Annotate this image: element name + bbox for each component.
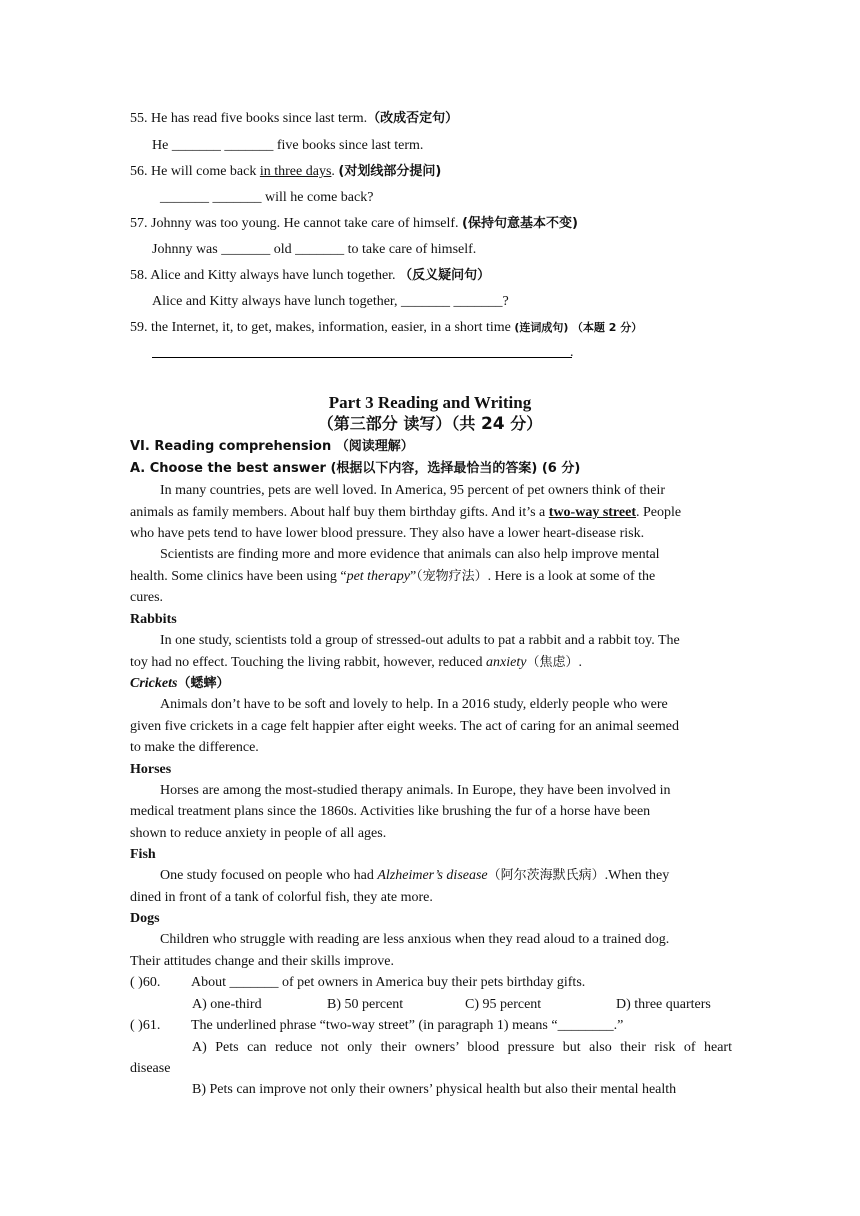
answer-55: He _______ _______ five books since last term. (152, 138, 424, 153)
passage-line: Horses are among the most-studied therapy animals. In Europe, they have been involved in (160, 783, 671, 798)
question-number: 59. (130, 320, 148, 335)
question-56 (130, 164, 441, 180)
heading-crickets (130, 676, 229, 692)
passage-text: health. Some clinics have been using “ (130, 569, 347, 584)
answer-56: _______ _______ will he come back? (160, 190, 374, 205)
passage-line: who have pets tend to have lower blood pressure. They also have a lower heart-disease risk. (130, 526, 645, 541)
option-a-continued: disease (130, 1061, 171, 1076)
passage-line: to make the difference. (130, 740, 259, 755)
question-61 (130, 1018, 160, 1034)
passage-text: . (578, 655, 582, 670)
passage-text: . People (636, 505, 682, 520)
passage-line: Animals don’t have to be soft and lovely to help. In a 2016 study, elderly people who were (160, 697, 668, 712)
question-58 (130, 268, 490, 284)
heading-fish: Fish (130, 847, 156, 862)
question-59 (130, 320, 642, 336)
passage-line (130, 505, 681, 521)
option-b: B) 50 percent (327, 997, 404, 1012)
answer-line-59 (152, 357, 572, 358)
question-instruction: (对划线部分提问) (338, 164, 442, 179)
passage-text: .When they (604, 868, 670, 883)
question-instruction: （反义疑问句） (399, 268, 491, 283)
question-instruction: (连词成句) (514, 321, 569, 334)
question-text: Alice and Kitty always have lunch together. (150, 268, 396, 283)
heading-dogs: Dogs (130, 911, 160, 926)
question-points: （本题 2 分） (571, 321, 643, 334)
part-title: Part 3 Reading and Writing (328, 393, 532, 412)
question-text: Johnny was too young. He cannot take care of himself. (151, 216, 459, 231)
punctuation: . (331, 164, 335, 179)
question-number: 58. (130, 268, 148, 283)
option-a: A) Pets can reduce not only their owners’ blood pressure but also their risk of heart (192, 1040, 732, 1055)
answer-58: Alice and Kitty always have lunch together, _______ _______? (152, 294, 509, 309)
chinese-gloss: （蟋蟀） (177, 676, 230, 691)
passage-line: Children who struggle with reading are less anxious when they read aloud to a trained dog. (160, 932, 670, 947)
passage-line (160, 868, 669, 884)
chinese-gloss: （宠物疗法） (416, 569, 488, 584)
question-number: 56. (130, 164, 148, 179)
italic-term: anxiety (486, 655, 527, 670)
question-instruction: (保持句意基本不变) (462, 216, 578, 231)
chinese-gloss: （焦虑） (526, 655, 579, 670)
subsection-heading: A. Choose the best answer (根据以下内容，选择最恰当的答案) (6 分) (130, 461, 581, 476)
answer-bracket: ( )61. (130, 1018, 161, 1033)
answer-57: Johnny was _______ old _______ to take care of himself. (152, 242, 477, 257)
passage-line (130, 655, 582, 671)
heading-rabbits: Rabbits (130, 612, 177, 627)
option-a: A) one-third (192, 997, 262, 1012)
question-text: the Internet, it, to get, makes, information, easier, in a short time (151, 320, 511, 335)
heading-text: Crickets (130, 676, 178, 691)
passage-text: One study focused on people who had (160, 868, 378, 883)
passage-line: Scientists are finding more and more evidence that animals can also help improve mental (160, 547, 660, 562)
question-stem: The underlined phrase “two-way street” (in paragraph 1) means “________.” (191, 1018, 624, 1033)
passage-text: . Here is a look at some of the (487, 569, 656, 584)
subtitle-text: 分） (504, 414, 543, 433)
subtitle-text: （第三部分 读写）（共 (317, 414, 481, 433)
passage-line: In one study, scientists told a group of stressed-out adults to pat a rabbit and a rabbit toy. The (160, 633, 680, 648)
passage-line: In many countries, pets are well loved. In America, 95 percent of pet owners think of their (160, 483, 666, 498)
question-55 (130, 111, 458, 127)
passage-text: ” (409, 569, 417, 584)
passage-line: dined in front of a tank of colorful fish, they ate more. (130, 890, 433, 905)
passage-line: medical treatment plans since the 1860s. Activities like brushing the fur of a horse have been (130, 804, 651, 819)
passage-text: animals as family members. About half buy them birthday gifts. And it’s a (130, 505, 549, 520)
underlined-phrase: two-way street (548, 505, 636, 520)
part-subtitle (0, 414, 860, 434)
option-d: D) three quarters (616, 997, 711, 1012)
section-title: VI. Reading comprehension (130, 439, 332, 454)
option-b: B) Pets can improve not only their owners’ physical health but also their mental health (192, 1082, 677, 1097)
question-60 (130, 975, 160, 991)
passage-line: shown to reduce anxiety in people of all ages. (130, 826, 387, 841)
question-stem: About _______ of pet owners in America buy their pets birthday gifts. (191, 975, 586, 990)
question-number: 57. (130, 216, 148, 231)
option-c: C) 95 percent (465, 997, 542, 1012)
question-instruction: （改成否定句） (367, 111, 459, 126)
answer-bracket: ( )60. (130, 975, 161, 990)
section-heading (130, 439, 414, 455)
question-text: He will come back (151, 164, 260, 179)
passage-line: given five crickets in a cage felt happier after eight weeks. The act of caring for an animal seemed (130, 719, 679, 734)
passage-text: toy had no effect. Touching the living rabbit, however, reduced (130, 655, 487, 670)
question-number: 55. (130, 111, 148, 126)
heading-horses: Horses (130, 762, 172, 777)
chinese-gloss: （阿尔茨海默氏病） (487, 868, 605, 883)
passage-line (130, 569, 655, 585)
italic-term: Alzheimer’s disease (377, 868, 488, 883)
passage-line: cures. (130, 590, 164, 605)
answer-line-end: . (570, 345, 574, 360)
question-57 (130, 216, 578, 232)
section-title-cn: （阅读理解） (335, 439, 414, 454)
question-text: He has read five books since last term. (151, 111, 368, 126)
passage-line: Their attitudes change and their skills improve. (130, 954, 394, 969)
italic-term: pet therapy (346, 569, 410, 584)
subtitle-points: 24 (480, 414, 505, 434)
underlined-phrase: in three days (259, 164, 332, 179)
